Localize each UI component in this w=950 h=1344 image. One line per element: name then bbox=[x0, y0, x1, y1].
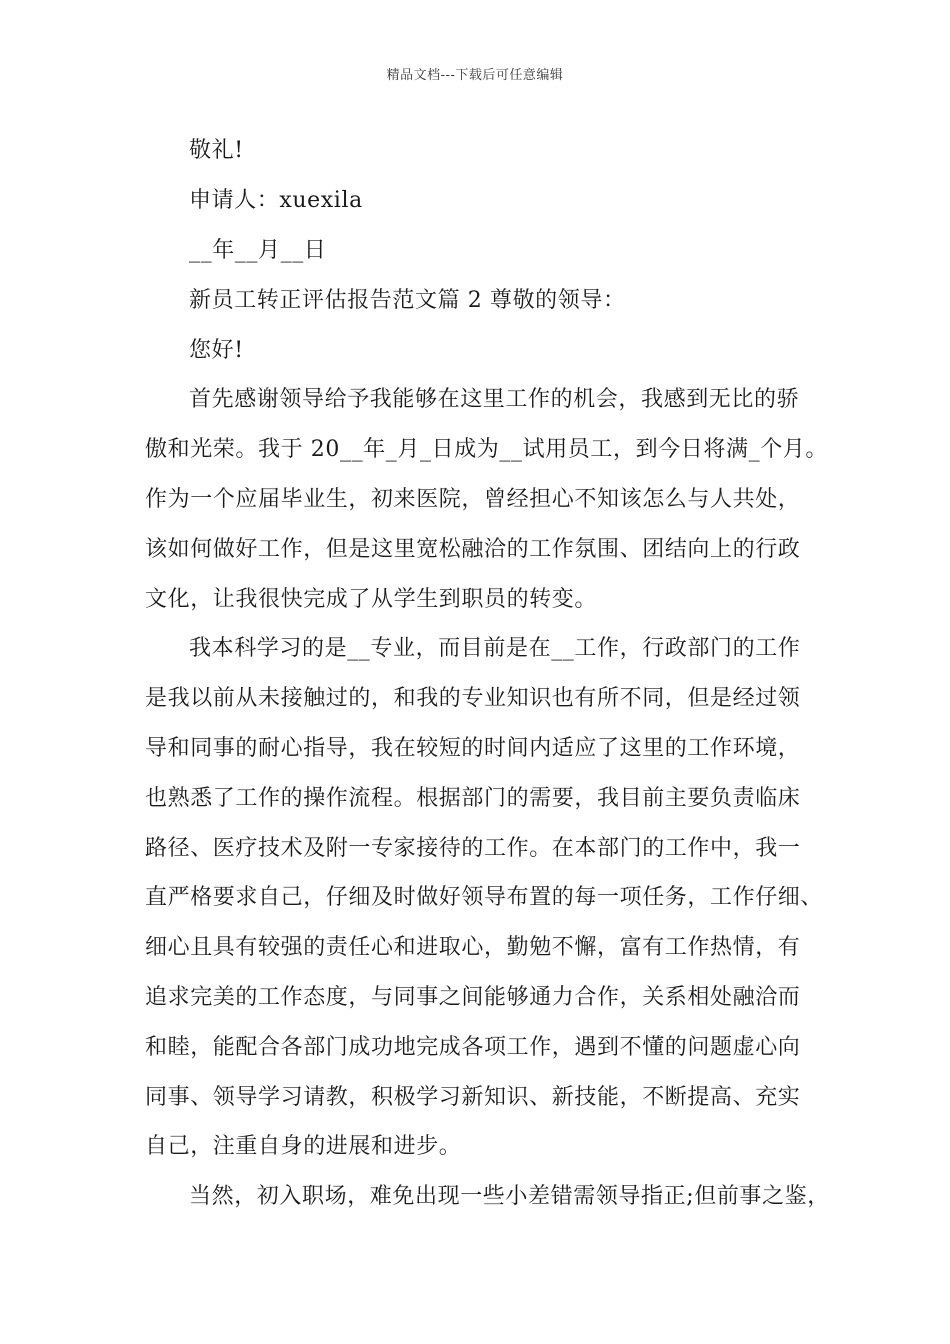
date-line: __年__月__日 bbox=[189, 238, 327, 263]
paragraph-line: 也熟悉了工作的操作流程。根据部门的需要，我目前主要负责临床 bbox=[145, 786, 801, 811]
paragraph-line: 同事、领导学习请教，积极学习新知识、新技能，不断提高、充实 bbox=[145, 1085, 801, 1110]
paragraph-line: 导和同事的耐心指导，我在较短的时间内适应了这里的工作环境， bbox=[145, 736, 801, 761]
page-header: 精品文档---下载后可任意编辑 bbox=[386, 68, 564, 83]
section-title: 新员工转正评估报告范文篇 2 尊敬的领导： bbox=[189, 288, 626, 313]
paragraph-line: 追求完美的工作态度，与同事之间能够通力合作，关系相处融洽而 bbox=[145, 985, 801, 1010]
paragraph-line: 当然，初入职场，难免出现一些小差错需领导指正;但前事之鉴， bbox=[189, 1184, 830, 1209]
paragraph-line: 是我以前从未接触过的，和我的专业知识也有所不同，但是经过领 bbox=[145, 686, 801, 711]
paragraph-line: 首先感谢领导给予我能够在这里工作的机会，我感到无比的骄 bbox=[189, 387, 800, 412]
paragraph-line: 该如何做好工作，但是这里宽松融洽的工作氛围、团结向上的行政 bbox=[145, 537, 801, 562]
paragraph-line: 路径、医疗技术及附一专家接待的工作。在本部门的工作中，我一 bbox=[145, 836, 801, 861]
paragraph-line: 我本科学习的是__专业，而目前是在__工作，行政部门的工作 bbox=[189, 636, 801, 661]
paragraph-line: 和睦，能配合各部门成功地完成各项工作，遇到不懂的问题虚心向 bbox=[145, 1035, 801, 1060]
paragraph-line: 傲和光荣。我于 20__年_月_日成为__试用员工，到今日将满_个月。 bbox=[145, 437, 828, 462]
closing-salutation: 敬礼! bbox=[189, 138, 244, 163]
applicant-line: 申请人：xuexila bbox=[189, 188, 363, 213]
paragraph-line: 直严格要求自己，仔细及时做好领导布置的每一项任务，工作仔细、 bbox=[145, 885, 824, 910]
paragraph-line: 作为一个应届毕业生，初来医院，曾经担心不知该怎么与人共处， bbox=[145, 487, 801, 512]
paragraph-line: 细心且具有较强的责任心和进取心，勤勉不懈，富有工作热情，有 bbox=[145, 935, 801, 960]
paragraph-line: 自己，注重自身的进展和进步。 bbox=[145, 1134, 462, 1159]
greeting-line: 您好! bbox=[189, 338, 244, 363]
paragraph-line: 文化，让我很快完成了从学生到职员的转变。 bbox=[145, 587, 598, 612]
